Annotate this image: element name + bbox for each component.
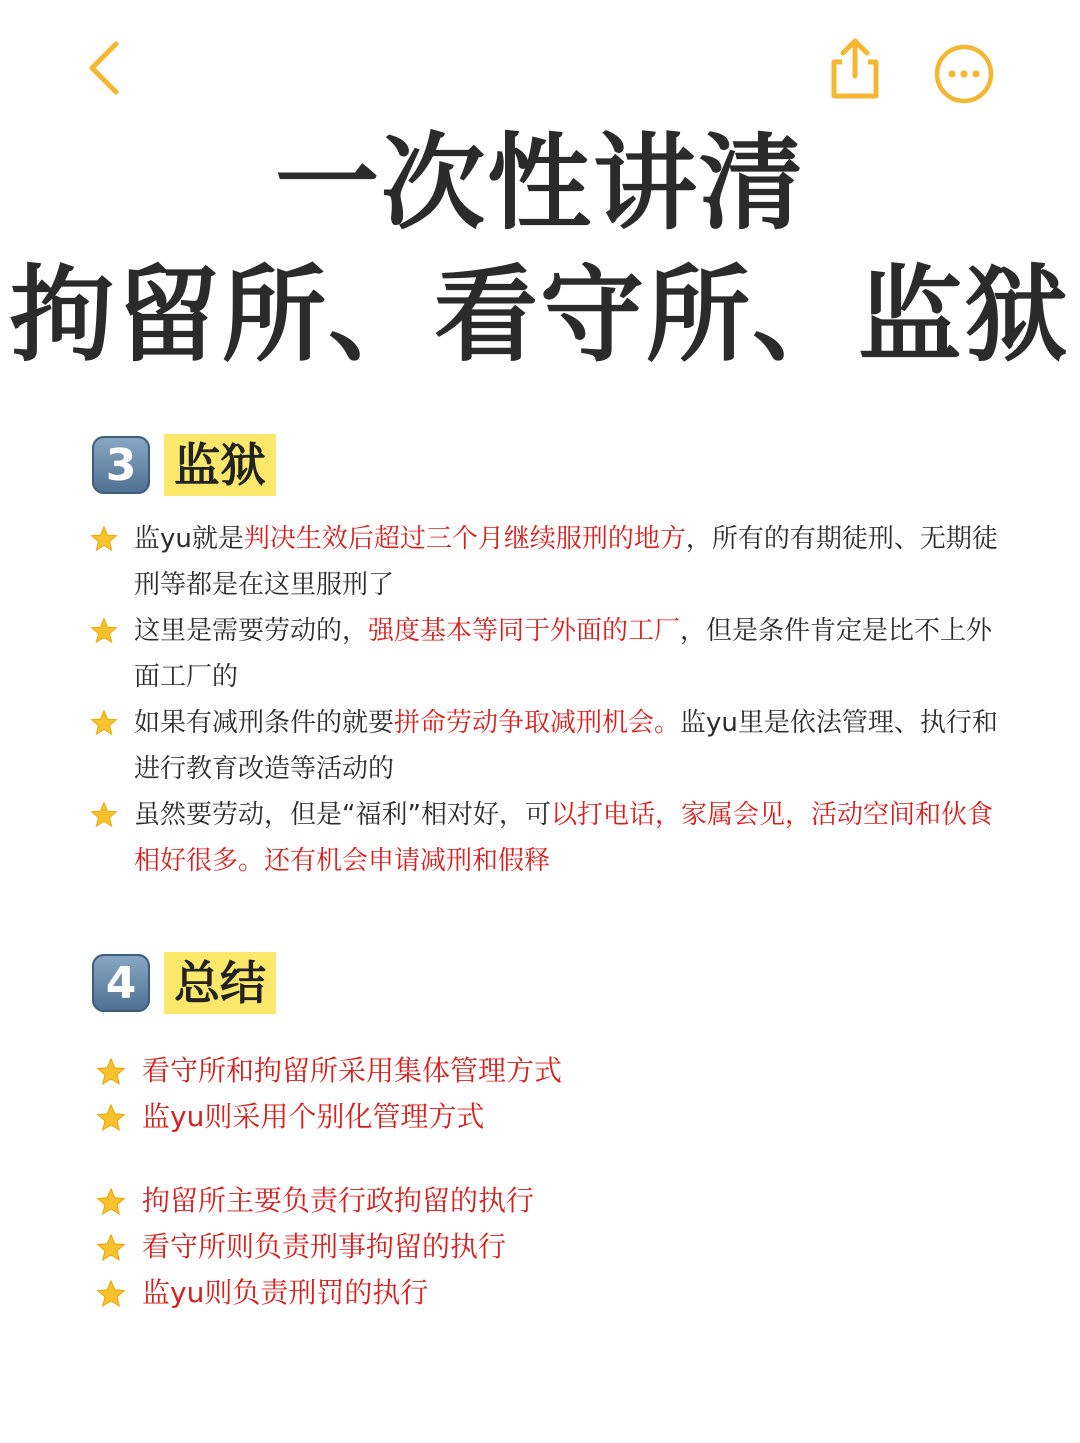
item-text: 监yu则负责刑罚的执行 [142, 1276, 429, 1309]
number-badge-4: 4 [92, 954, 150, 1012]
list-item [96, 1224, 996, 1270]
list-item [90, 516, 1000, 608]
star-icon [90, 801, 118, 829]
star-icon [96, 1187, 126, 1217]
more-dots-icon[interactable] [932, 42, 996, 106]
section-title: 总结 [164, 952, 276, 1014]
list-item [90, 700, 1000, 792]
section-heading-summary [92, 952, 276, 1014]
list-item [96, 1048, 996, 1094]
item-text: 这里是需要劳动的， [134, 616, 369, 646]
highlighted-text: 判决生效后超过三个月继续服刑的地方 [243, 524, 686, 554]
number-badge-3: 3 [92, 436, 150, 494]
item-text: 如果有减刑条件的就要 [134, 708, 395, 738]
summary-list-responsibility [96, 1178, 996, 1316]
highlighted-text: 强度基本等同于外面的工厂 [368, 616, 681, 646]
item-text: 监yu就是 [134, 524, 244, 554]
summary-list-management [96, 1048, 996, 1140]
star-icon [96, 1103, 126, 1133]
list-item [90, 792, 1000, 884]
star-icon [90, 525, 118, 553]
page-title-line-1: 一次性讲清 [274, 122, 805, 244]
star-icon [90, 617, 118, 645]
top-navigation-bar [0, 0, 1080, 130]
section-title: 监狱 [164, 434, 276, 496]
chevron-left-icon[interactable] [78, 38, 134, 98]
item-text: 监yu则采用个别化管理方式 [142, 1100, 485, 1133]
list-item [90, 608, 1000, 700]
star-icon [96, 1279, 126, 1309]
star-icon [96, 1057, 126, 1087]
share-icon[interactable] [826, 36, 884, 102]
highlighted-text: 以打电话，家属会见，活动空间和伙食相好很多。还有机会申请减刑和假释 [134, 800, 993, 876]
page-title-line-2: 拘留所、看守所、监狱 [9, 254, 1070, 376]
section-heading-prison [92, 434, 276, 496]
highlighted-text: 拼命劳动争取减刑机会。 [394, 708, 681, 738]
item-text: ，所有的有期徒刑、无期徒刑等都是在这里服刑了 [134, 524, 998, 600]
list-item [96, 1270, 996, 1316]
star-icon [96, 1233, 126, 1263]
item-text: ，但是条件肯定是比不上外面工厂的 [134, 616, 993, 692]
item-text: 监yu里是依法管理、执行和进行教育改造等活动的 [134, 708, 998, 784]
prison-facts-list [90, 516, 1000, 884]
item-text: 虽然要劳动，但是“福利”相对好，可 [134, 800, 551, 830]
star-icon [90, 709, 118, 737]
item-text: 看守所则负责刑事拘留的执行 [142, 1230, 507, 1263]
item-text: 拘留所主要负责行政拘留的执行 [142, 1184, 535, 1217]
list-item [96, 1094, 996, 1140]
list-item [96, 1178, 996, 1224]
item-text: 看守所和拘留所采用集体管理方式 [142, 1054, 563, 1087]
